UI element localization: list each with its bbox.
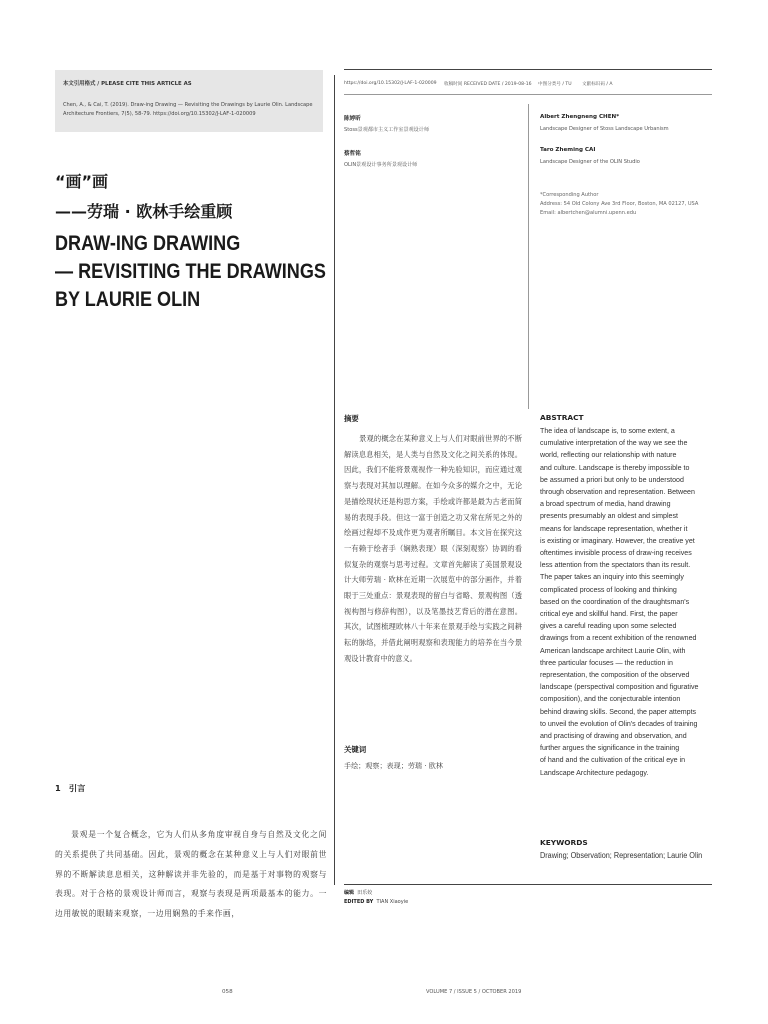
title-cn-line1: “画”画 [55,172,109,191]
column-divider [334,75,335,885]
abstract-en-line: means for landscape representation, whether it [540,523,688,533]
corresponding-author [540,191,715,218]
intro-text [55,825,327,924]
page-number: 058 [222,989,233,995]
abstract-en-line: drawings from a recent exhibition of the renowned [540,633,697,643]
abstract-en-line: a broad spectrum of media, hand drawing [540,499,671,509]
abstract-cn-body: 景观的概念在某种意义上与人们对眼前世界的不断解读息息相关，是人类与自然及文化之间关系的体现。因此，我们不能将景观视作一种先验知识，而应通过观察与表现对其加以理解。在如今众多的媒介之中，无论是描绘现状还是构思方案，手绘或许都是最为古老而简易的表现手段。但这一富于创造之功又常在所见之外的绘画过程却不及成作更为观者所瞩目。本文旨在探究这一有赖于绘者手（娴熟表现）眼（深刻观察）协调的看似复杂的观察与思考过程。文章首先解读了美国景观设计大师劳瑞 · 欧林在近期一次展览中的部分画作，并着眼于三处重点：景观表现的留白与省略、景观构图（透视构图与修辞构图），以及笔墨技艺背后的潜在意图。其次，试图梳理欧林八十年来在景观手绘与实践之间耕耘的脉络，并借此阐明观察和表现能力的培养在当今景观设计教育中的意义。 [344,434,522,663]
corresponding-email[interactable]: Email: albertchen@alumni.upenn.edu [540,210,637,216]
abstract-en-line: further argues the significance in the training [540,743,680,753]
abstract-en-line: representation, the composition of the observed [540,670,690,680]
intro-heading: 1 引言 [55,783,86,793]
abstract-en-line: based on the coordination of the draughtsman's [540,596,690,606]
abstract-en-line: is existing or imaginary. However, the creative yet [540,535,695,545]
title-cn-line2: ——劳瑞 · 欧林手绘重顾 [55,202,233,221]
abstract-en-line: The idea of landscape is, to some extent, a [540,426,675,435]
author-affiliation: Landscape Designer of Stoss Landscape Urbanism [540,126,669,132]
intro-body: 景观是一个复合概念，它为人们从多角度审视自身与自然及文化之间的关系提供了共同基础。因此，景观的概念在某种意义上与人们对眼前世界的不断解读息息相关，这种解读并非先验的，而是基于对事物的观察与表现。对于合格的景观设计师而言，观察与表现是两项最基本的能力。一边用敏锐的眼睛来观察，一边用娴熟的手来作画， [55,830,327,919]
editor-cn-label: 编辑 [344,890,355,896]
title-en-line: DRAW-ING DRAWING [55,232,241,255]
keywords-cn: 手绘；观察；表现；劳瑞 · 欧林 [344,761,443,770]
author-divider [528,104,529,409]
abstract-cn-heading: 摘要 [344,414,359,423]
author-name: Taro Zheming CAI [540,147,596,153]
abstract-en-line: world, reflecting our relationship with nature [540,450,677,460]
abstract-en-line: Landscape Architecture pedagogy. [540,767,649,777]
abstract-en-line: composition), and the conjecturable intention [540,694,681,704]
abstract-en-line: behind drawing skills. Second, the paper attempts [540,706,697,716]
corresponding-label: *Corresponding Author [540,192,599,198]
author-affiliation: Landscape Designer of the OLIN Studio [540,159,640,165]
keywords-en-heading: KEYWORDS [540,838,588,847]
abstract-en-line: oftentimes invisible process of draw-ing receives [540,548,692,558]
editor-cn-name: 田乐姣 [357,890,373,896]
author-name: 蔡哲铭 [344,151,361,157]
doi-link[interactable]: https://doi.org/10.15302/J-LAF-1-020009 [344,81,437,86]
meta-rule [344,94,712,95]
title-en-line: — REVISITING THE DRAWINGS [55,260,326,283]
abstract-en-line: cumulative interpretation of the way we see the [540,438,688,448]
editor-en-name: TIAN Xiaoyie [376,899,409,905]
title-en [55,230,326,314]
abstract-en-line: gives a careful reading upon some selected [540,621,677,631]
abstract-en-line: and culture. Landscape is thereby impossible to [540,462,690,472]
abstract-en-line: complicated process of looking and thinking [540,584,677,594]
title-en-line: BY LAURIE OLIN [55,288,201,311]
class-number: 中图分类号 / TU [538,82,572,87]
abstract-en-line: landscape (perspectival composition and figurative [540,682,699,692]
abstract-en-line: presents presumably an oldest and simplest [540,511,678,521]
abstract-en-line: of hand and the cultivation of the critical eye in [540,755,686,765]
editor-en-label: EDITED BY [344,899,374,905]
abstract-en-heading: ABSTRACT [540,413,584,422]
keywords-cn-heading: 关键词 [344,745,367,754]
issue-footer: VOLUME 7 / ISSUE 5 / OCTOBER 2019 [426,989,522,995]
keywords-en: Drawing; Observation; Representation; Laurie Olin [540,851,703,860]
author-name: 陈婷昕 [344,116,361,122]
abstract-en-text [540,425,715,779]
abstract-en-line: critical eye and skillful hand. First, the paper [540,609,678,619]
top-rule [344,69,712,70]
author-name: Albert Zhengneng CHEN* [540,114,620,120]
abstract-en-line: and practising of drawing and observation, and [540,731,687,741]
abstract-en-line: less attention from the spectators than its result. [540,560,691,570]
abstract-en-line: The paper takes an inquiry into this seemingly [540,572,684,582]
document-code: 文献标识码 / A [582,82,613,87]
author-affiliation: OLIN景观设计事务所景观设计师 [344,162,418,168]
editor-en [344,899,408,905]
author-affiliation: Stoss景观都市主义工作室景观设计师 [344,127,429,133]
corresponding-address: Address: 54 Old Colony Ave 3rd Floor, Boston, MA 02127, USA [540,201,699,207]
abstract-cn-text [344,431,522,667]
abstract-en-line: American landscape architect Laurie Olin, with [540,645,686,655]
abstract-en-line: three particular focuses — the reduction in [540,657,673,667]
abstract-en-line: through observation and representation. Between [540,487,695,497]
abstract-en-line: be assumed a priori but only to be understood [540,474,684,484]
citation-label: 本文引用格式 / PLEASE CITE THIS ARTICLE AS [63,81,192,87]
editor-cn [344,889,372,896]
citation-text: Chen, A., & Cai, T. (2019). Draw-ing Drawing — Revisiting the Drawings by Laurie Olin. Landscape Architecture Frontiers, 7(5), 58-79. https://doi.org/10.15302/J-LAF-1-020009 [63,102,313,117]
abstract-en-line: to unveil the evolution of Olin's decades of training [540,718,698,728]
editor-rule [344,884,712,885]
received-date: 收稿时间 RECEIVED DATE / 2019-08-16 [444,82,532,87]
